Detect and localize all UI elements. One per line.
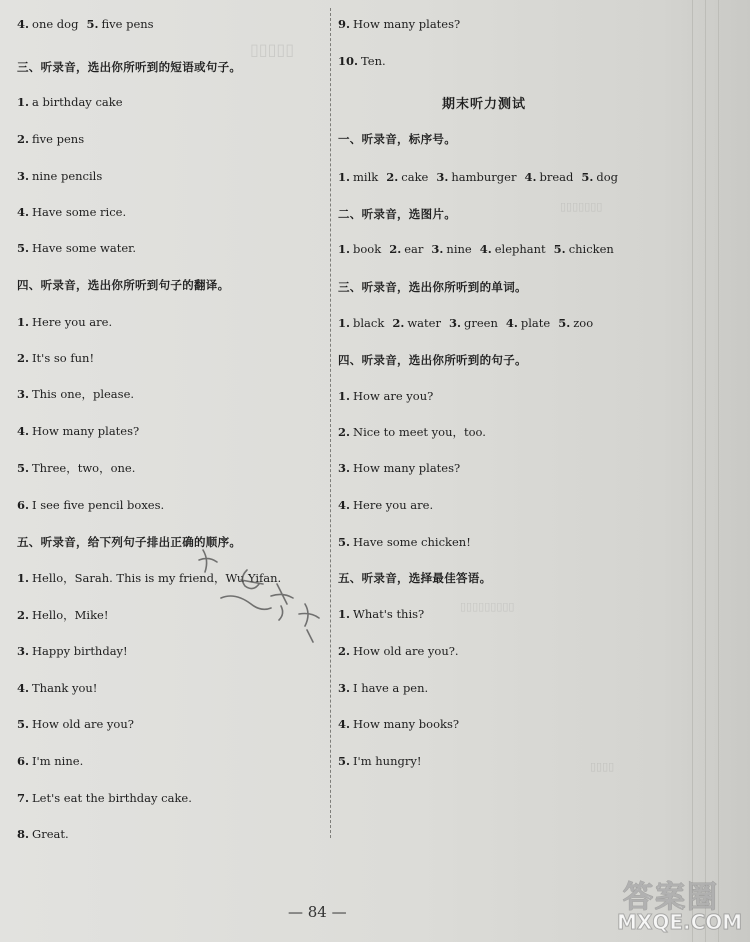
answer-text: How many plates? <box>353 461 461 475</box>
item-number: 3. <box>17 387 30 401</box>
item-number: 2. <box>389 242 402 256</box>
watermark-logo <box>615 870 745 936</box>
item-number: 5. <box>338 754 351 768</box>
page-edge-line <box>718 0 719 942</box>
item-number: 1. <box>338 170 351 184</box>
item-number: 2. <box>338 644 351 658</box>
item-number: 4. <box>17 681 30 695</box>
answer-text: Here you are. <box>353 498 434 512</box>
answer-text: How many plates? <box>32 424 140 438</box>
item-number: 4. <box>17 424 30 438</box>
answer-text: This one，please. <box>32 387 135 401</box>
watermark-cn: 答案圈 <box>623 880 719 915</box>
item-number: 5. <box>86 17 99 31</box>
answer-text: How old are you? <box>32 717 134 731</box>
answer-line <box>17 386 142 402</box>
answer-text: Have some rice. <box>32 205 127 219</box>
answer-text: nine <box>446 242 472 256</box>
answer-text: How many plates? <box>353 17 461 31</box>
question-heading: 三、听录音，选出你所听到的单词。 <box>338 280 527 294</box>
answer-line <box>338 753 429 769</box>
answer-text: I have a pen. <box>353 681 429 695</box>
section-title: 期末听力测试 <box>442 97 527 112</box>
page-edge-line <box>692 0 693 942</box>
question-heading: 一、听录音，标序号。 <box>338 132 456 146</box>
item-number: 2. <box>17 608 30 622</box>
answer-line <box>17 168 110 184</box>
answer-line <box>17 716 142 732</box>
answer-text: one dog <box>32 17 79 31</box>
answer-line <box>17 790 200 806</box>
answer-line <box>17 460 143 476</box>
answer-line <box>338 169 626 185</box>
answer-text: Thank you! <box>32 681 98 695</box>
page-edge-line <box>705 0 706 942</box>
item-number: 4. <box>505 316 518 330</box>
answer-text: book <box>353 242 382 256</box>
answer-text: water <box>407 316 441 330</box>
answer-line <box>338 643 467 659</box>
item-number: 1. <box>17 571 30 585</box>
answer-line <box>338 315 601 331</box>
column-divider <box>330 8 331 838</box>
answer-text: Let's eat the birthday cake. <box>32 791 192 805</box>
answer-line <box>17 826 77 842</box>
answer-text: How are you? <box>353 389 434 403</box>
answer-line <box>17 753 91 769</box>
item-number: 8. <box>17 827 30 841</box>
answer-text: plate <box>520 316 551 330</box>
item-number: 10. <box>338 54 359 68</box>
answer-text: green <box>463 316 498 330</box>
answer-line <box>17 350 102 366</box>
item-number: 3. <box>338 461 351 475</box>
item-number: 4. <box>17 17 30 31</box>
item-number: 2. <box>392 316 405 330</box>
answer-line <box>17 240 144 256</box>
answer-line <box>338 497 441 513</box>
item-number: 2. <box>17 132 30 146</box>
answer-text: a birthday cake <box>32 95 123 109</box>
answer-text: bread <box>539 170 574 184</box>
page-number: — 84 — <box>288 903 347 921</box>
item-number: 6. <box>17 498 30 512</box>
item-number: 7. <box>17 791 30 805</box>
show-through-text: ▯▯▯▯ <box>590 760 615 773</box>
answer-text: cake <box>401 170 429 184</box>
answer-text: Great. <box>32 827 69 841</box>
item-number: 1. <box>17 95 30 109</box>
answer-text: Have some water. <box>32 241 137 255</box>
item-number: 3. <box>448 316 461 330</box>
answer-text: Nice to meet you，too. <box>353 425 486 439</box>
answer-line <box>17 423 147 439</box>
answer-text: milk <box>353 170 379 184</box>
answer-text: dog <box>596 170 619 184</box>
item-number: 1. <box>338 607 351 621</box>
item-number: 5. <box>338 535 351 549</box>
item-number: 1. <box>17 315 30 329</box>
answer-text: I'm hungry! <box>353 754 422 768</box>
answer-text: How many books? <box>353 717 460 731</box>
answer-line <box>17 680 105 696</box>
answer-line <box>338 460 468 476</box>
answer-line <box>17 314 120 330</box>
answer-line <box>17 204 134 220</box>
question-heading: 五、听录音，给下列句子排出正确的顺序。 <box>17 535 242 549</box>
answer-text: Ten. <box>361 54 386 68</box>
item-number: 1. <box>338 316 351 330</box>
item-number: 4. <box>524 170 537 184</box>
answer-line <box>338 16 468 32</box>
answer-text: How old are you?. <box>353 644 459 658</box>
question-heading: 四、听录音，选出你所听到的句子。 <box>338 353 527 367</box>
answer-text: chicken <box>568 242 614 256</box>
item-number: 5. <box>558 316 571 330</box>
answer-text: nine pencils <box>32 169 103 183</box>
answer-line <box>338 680 436 696</box>
answer-line <box>338 53 394 69</box>
answer-text: elephant <box>494 242 546 256</box>
item-number: 2. <box>17 351 30 365</box>
item-number: 4. <box>479 242 492 256</box>
question-heading: 二、听录音，选图片。 <box>338 207 456 221</box>
answer-line <box>338 424 494 440</box>
answer-text: I see five pencil boxes. <box>32 498 165 512</box>
item-number: 6. <box>17 754 30 768</box>
watermark-en: MXQE.COM <box>617 910 743 934</box>
item-number: 1. <box>338 389 351 403</box>
answer-line <box>338 388 441 404</box>
answer-text: Hello，Mike! <box>32 608 109 622</box>
answer-text: It's so fun! <box>32 351 95 365</box>
answer-line <box>17 16 162 32</box>
answer-line <box>338 606 432 622</box>
item-number: 5. <box>581 170 594 184</box>
answer-line <box>338 241 622 257</box>
item-number: 4. <box>17 205 30 219</box>
answer-text: hamburger <box>451 170 517 184</box>
answer-text: zoo <box>573 316 594 330</box>
answer-text: I'm nine. <box>32 754 84 768</box>
answer-line <box>17 131 92 147</box>
question-heading: 四、听录音，选出你所听到句子的翻译。 <box>17 278 230 292</box>
show-through-text: ▯▯▯▯▯▯▯▯▯ <box>460 600 515 613</box>
answer-text: Happy birthday! <box>32 644 128 658</box>
show-through-text: ▯▯▯▯▯▯▯ <box>560 200 603 213</box>
item-number: 3. <box>338 681 351 695</box>
item-number: 3. <box>17 644 30 658</box>
question-heading: 三、听录音，选出你所听到的短语或句子。 <box>17 60 242 74</box>
item-number: 2. <box>338 425 351 439</box>
answer-text: Three，two，one. <box>32 461 136 475</box>
item-number: 3. <box>436 170 449 184</box>
answer-line <box>17 607 116 623</box>
question-heading: 五、听录音，选择最佳答语。 <box>338 571 492 585</box>
answer-line <box>17 94 131 110</box>
answer-line <box>338 534 479 550</box>
item-number: 5. <box>17 461 30 475</box>
answer-text: black <box>353 316 385 330</box>
answer-text: Have some chicken! <box>353 535 471 549</box>
answer-text: What's this? <box>353 607 425 621</box>
item-number: 5. <box>17 241 30 255</box>
answer-text: Here you are. <box>32 315 113 329</box>
pencil-scribble <box>195 540 345 660</box>
item-number: 5. <box>553 242 566 256</box>
answer-text: five pens <box>32 132 85 146</box>
answer-text: ear <box>404 242 424 256</box>
item-number: 3. <box>431 242 444 256</box>
item-number: 4. <box>338 498 351 512</box>
answer-line <box>338 716 467 732</box>
item-number: 1. <box>338 242 351 256</box>
item-number: 5. <box>17 717 30 731</box>
answer-line <box>17 497 172 513</box>
item-number: 3. <box>17 169 30 183</box>
answer-text: five pens <box>101 17 154 31</box>
answer-line <box>17 643 136 659</box>
answer-text: Hello，Sarah. This is my friend，Wu Yifan. <box>32 571 282 585</box>
show-through-text: ▯▯▯▯▯ <box>250 40 295 59</box>
item-number: 2. <box>386 170 399 184</box>
item-number: 4. <box>338 717 351 731</box>
item-number: 9. <box>338 17 351 31</box>
